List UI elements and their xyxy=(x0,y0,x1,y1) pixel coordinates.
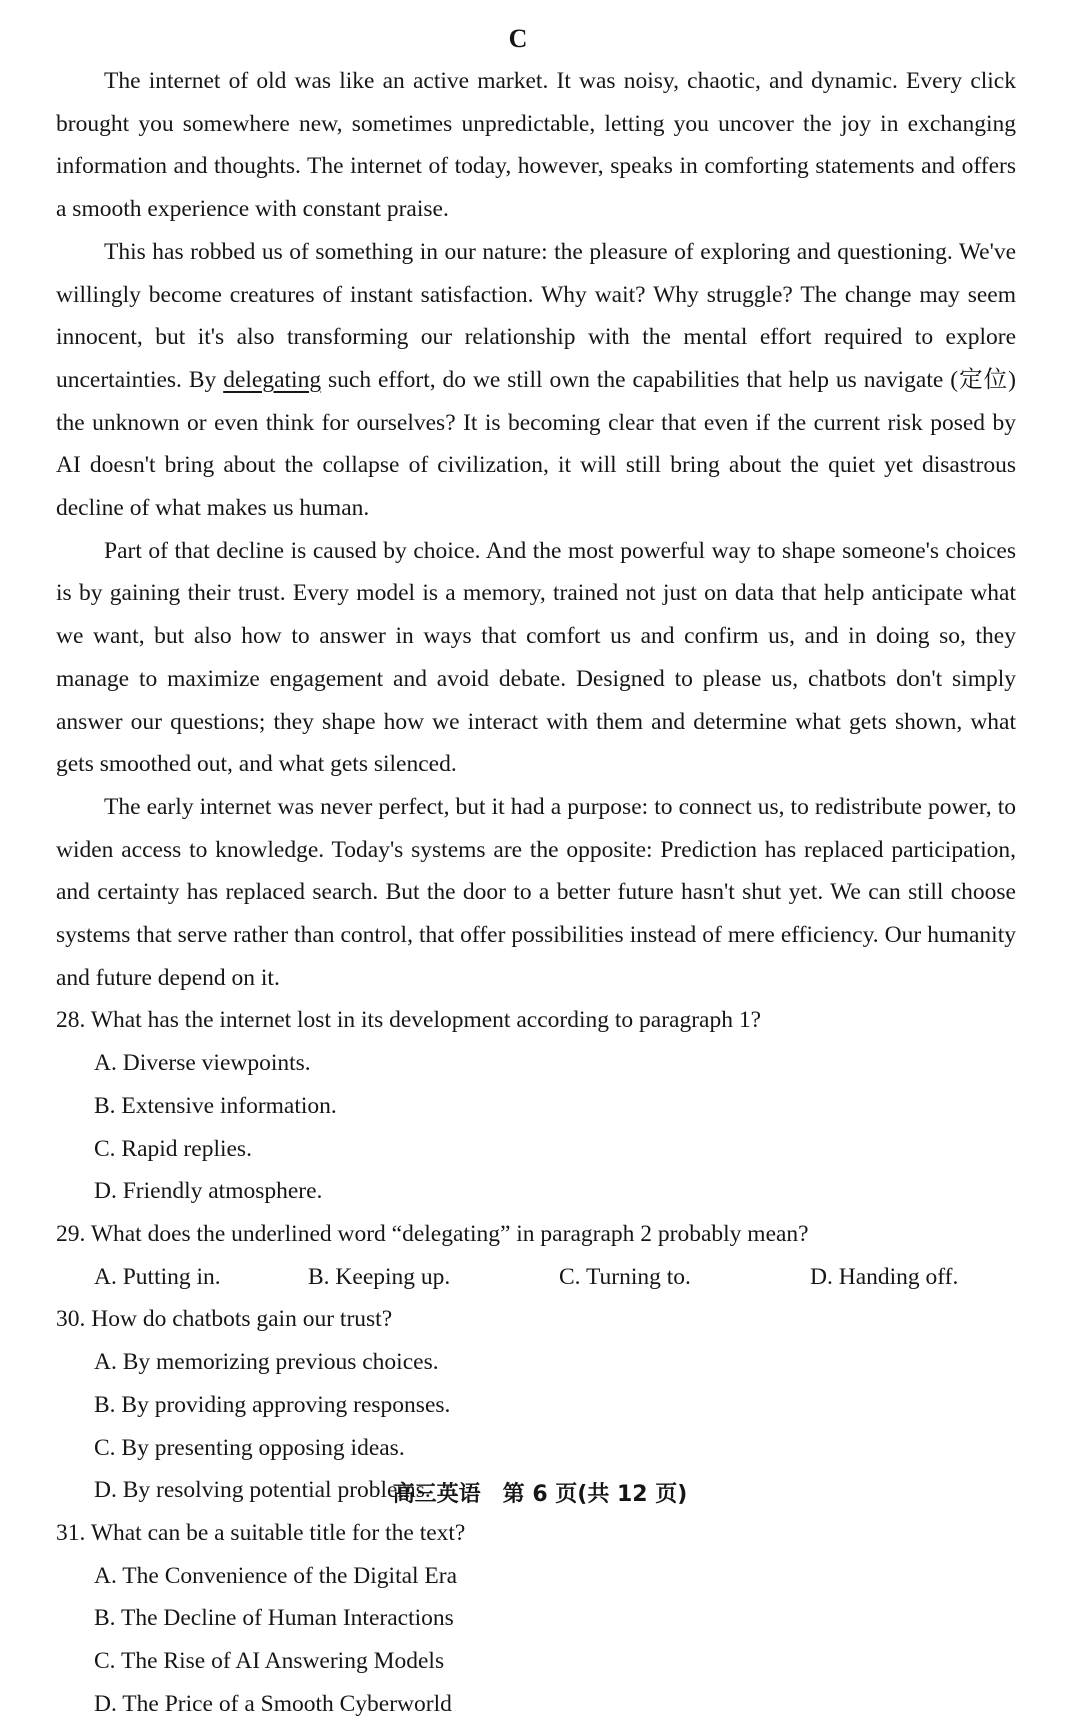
option-list xyxy=(56,1256,1016,1299)
question-stem: 31. What can be a suitable title for the text? xyxy=(56,1519,466,1546)
question-stem: 30. How do chatbots gain our trust? xyxy=(56,1306,393,1333)
option-c: C. Turning to. xyxy=(559,1263,691,1290)
paragraph-4: The early internet was never perfect, but it had a purpose: to connect us, to redistribute power, to widen access to knowledge. Today's systems are the opposite: Prediction has replaced participation, and certainty has replaced search. But the door to a better future hasn't shut yet. We can still choose systems that serve rather than control, that offer possibilities instead of mere efficiency. Our humanity and future depend on it. xyxy=(56,793,1016,991)
paragraph-1: The internet of old was like an active market. It was noisy, chaotic, and dynamic. Every click brought you somewhere new, sometimes unpredictable, letting you uncover the joy in exchanging information and thoughts. The internet of today, however, speaks in comforting statements and offers a smooth experience with constant praise. xyxy=(56,68,1016,223)
paragraph-2-part-2: such effort, do we still own the capabilities that help us navigate (定位) the unknown or even think for ourselves? It is becoming clear that even if the current risk posed by AI doesn't bring about the collapse of civilization, it will still bring about the quiet yet disastrous decline of what makes us human. xyxy=(56,366,1016,522)
paragraph-2 xyxy=(56,231,1016,530)
paragraph-2-part-1: This has robbed us of something in our nature: the pleasure of exploring and questioning. We've willingly become creatures of instant satisfaction. Why wait? Why struggle? The change may seem innocent, but it's also transforming our relationship with the mental effort required to explore uncertainties. By xyxy=(56,238,1016,393)
option-b: B. The Decline of Human Interactions xyxy=(94,1605,454,1632)
option-a: A. Putting in. xyxy=(94,1263,221,1290)
option-b: B. Keeping up. xyxy=(308,1263,451,1290)
option-list xyxy=(56,1555,1016,1725)
question-stem: 28. What has the internet lost in its development according to paragraph 1? xyxy=(56,1007,762,1034)
option-d: D. By resolving potential problems. xyxy=(94,1477,431,1504)
option-c: C. Rapid replies. xyxy=(94,1135,252,1162)
option-d: D. Friendly atmosphere. xyxy=(94,1178,323,1205)
option-a: A. By memorizing previous choices. xyxy=(94,1349,439,1376)
exam-page xyxy=(56,18,1016,1725)
option-c: C. By presenting opposing ideas. xyxy=(94,1434,405,1461)
option-c: C. The Rise of AI Answering Models xyxy=(94,1648,445,1675)
question-31 xyxy=(56,1512,1016,1725)
option-a: A. The Convenience of the Digital Era xyxy=(94,1562,458,1589)
question-29 xyxy=(56,1213,1016,1298)
paragraph-3: Part of that decline is caused by choice. And the most powerful way to shape someone's choices is by gaining their trust. Every model is a memory, trained not just on data that help anticipate what we want, but also how to answer in ways that comfort us and confirm us, and in doing so, they manage to maximize engagement and avoid debate. Designed to please us, chatbots don't simply answer our questions; they shape how we interact with them and determine what gets shown, what gets smoothed out, and what gets silenced. xyxy=(56,537,1016,778)
section-heading: C xyxy=(508,24,528,53)
option-b: B. By providing approving responses. xyxy=(94,1391,451,1418)
option-list xyxy=(56,1042,1016,1213)
option-d: D. Handing off. xyxy=(810,1263,959,1290)
page-footer: 高三英语 第 6 页(共 12 页) xyxy=(392,1482,688,1507)
option-d: D. The Price of a Smooth Cyberworld xyxy=(94,1690,452,1717)
option-b: B. Extensive information. xyxy=(94,1092,337,1119)
underlined-word: delegating xyxy=(223,366,322,393)
question-stem: 29. What does the underlined word “delegating” in paragraph 2 probably mean? xyxy=(56,1220,809,1247)
option-a: A. Diverse viewpoints. xyxy=(94,1050,311,1077)
question-28 xyxy=(56,999,1016,1213)
